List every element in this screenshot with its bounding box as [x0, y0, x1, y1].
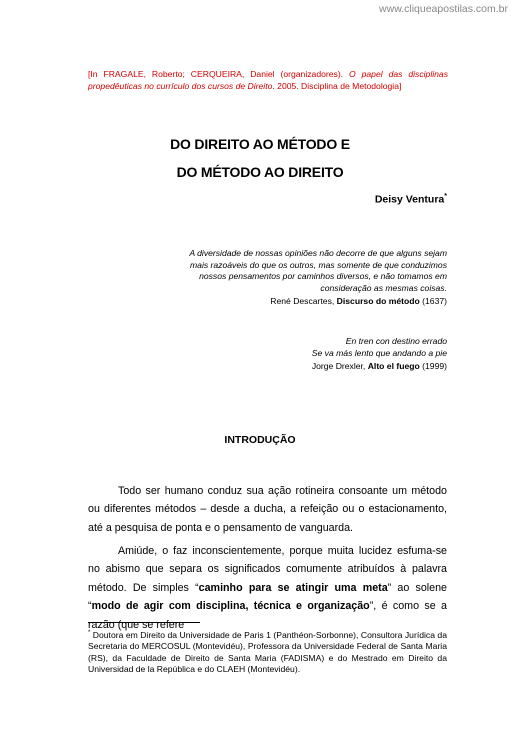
epigraph-source [187, 296, 447, 308]
paragraph-2-part-1: Amiúde, o faz inconscientemente, porque muita lucidez esfuma-se no abismo que separa os significados comumente atribuídos à palavra método. De simples “ [88, 545, 447, 594]
epigraph-descartes [187, 248, 447, 308]
document-title-line-1: DO DIREITO AO MÉTODO E [170, 136, 350, 152]
paragraph-2-part-3: ”, é como se a razão (que se refere [88, 600, 447, 631]
paragraph-2-text [88, 542, 447, 634]
paragraph-1 [88, 482, 447, 537]
epigraph-line-1: En tren con destino errado [345, 336, 447, 346]
epigraph-drexler [207, 336, 447, 373]
footnote-mark: * [88, 630, 91, 636]
paragraph-2-bold-2: modo de agir com disciplina, técnica e organização [91, 600, 370, 613]
reference-book-title: O papel das disciplinas propedêuticas no currículo dos cursos de Direito [88, 69, 448, 91]
epigraph-author: René Descartes, [270, 296, 337, 307]
footnote-separator [88, 622, 200, 623]
paragraph-2 [88, 542, 447, 634]
section-heading: INTRODUÇÃO [224, 434, 296, 446]
epigraph-quote: A diversidade de nossas opiniões não decorre de que alguns sejam mais razoáveis do que os outros, mas somente de que conduzimos nossos pensamentos por caminhos diversos, e não tomamos em consideração as mesmas coisas. [189, 248, 447, 293]
watermark: www.cliqueapostilas.com.br [379, 3, 508, 15]
bibliographic-reference [88, 68, 448, 92]
paragraph-2-part-2: ” ao solene “ [88, 581, 447, 613]
reference-prefix: [In FRAGALE, Roberto; CERQUEIRA, Daniel (organizadores). [88, 69, 349, 79]
paragraph-2-bold-1: caminho para se atingir uma meta [198, 581, 388, 594]
document-title-line-2: DO MÉTODO AO DIREITO [176, 164, 344, 180]
paragraph-1-text: Todo ser humano conduz sua ação rotineira consoante um método ou diferentes métodos – desde a ducha, a refeição ou o estacionamento, até a pesquisa de ponta e o pensamento de vanguarda. [88, 485, 447, 534]
epigraph-line-2: Se va más lento que andando a pie [311, 347, 447, 358]
reference-suffix: . 2005. Disciplina de Metodologia] [272, 81, 402, 91]
epigraph-author: Jorge Drexler, [311, 361, 368, 372]
epigraph-source [207, 361, 447, 373]
footnote-text: Doutora em Direito da Universidade de Paris 1 (Panthéon-Sorbonne), Consultora Jurídica da Secretaria do MERCOSUL (Montevidéu), Professora da Universidade Federal de Santa Maria (RS), da Faculdade de Direito de Santa Maria (FADISMA) e do Mestrado em Direito da Universidad de la República e do CLAEH (Montevidéu). [88, 629, 447, 675]
epigraph-year: (1999) [419, 361, 447, 372]
author-footnote-mark: * [444, 193, 447, 200]
footnote [88, 628, 447, 676]
epigraph-year: (1637) [419, 296, 447, 307]
epigraph-work: Alto el fuego [367, 361, 420, 372]
epigraph-work: Discurso do método [336, 296, 420, 307]
author-name-text: Deisy Ventura [374, 193, 445, 206]
author-name [375, 193, 447, 206]
